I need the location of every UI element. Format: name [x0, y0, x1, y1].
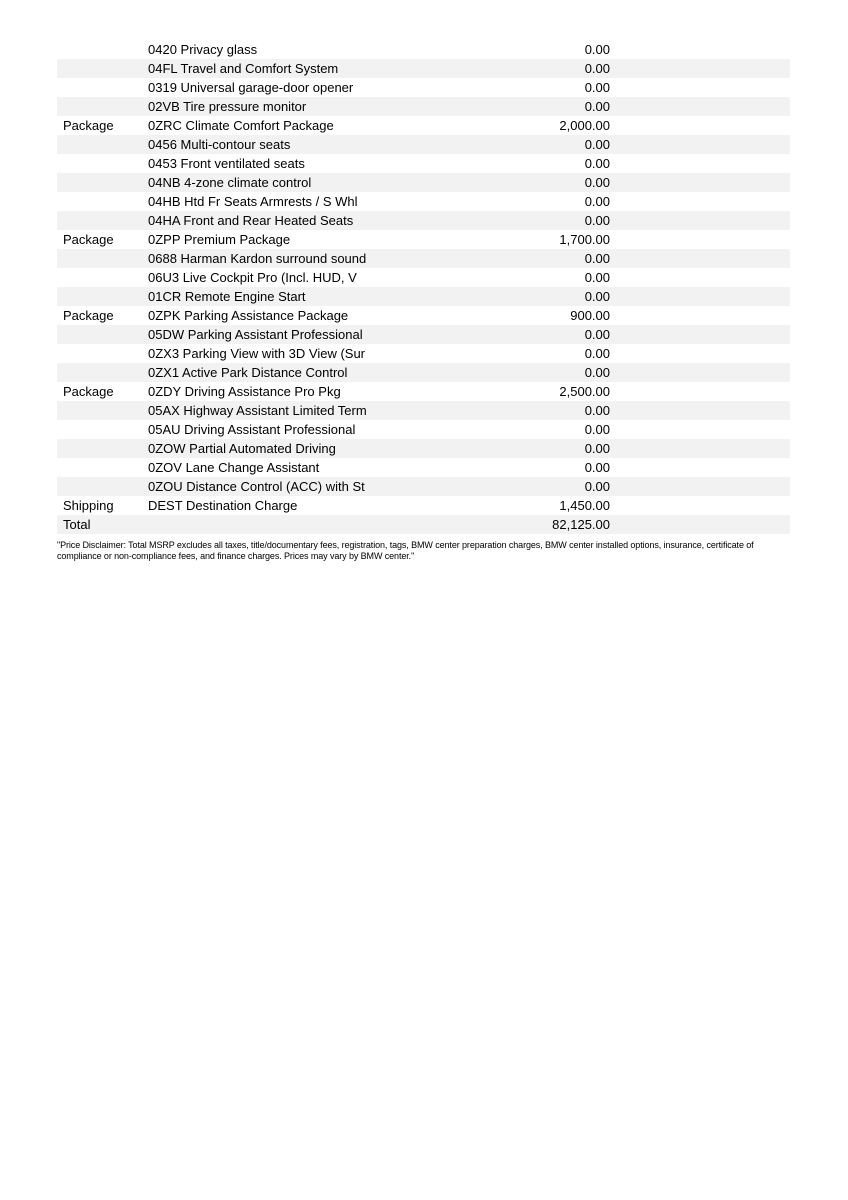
table-row: [57, 211, 790, 230]
table-row: [57, 97, 790, 116]
item-cell: 0456 Multi-contour seats: [148, 137, 291, 152]
price-cell: 82,125.00: [552, 517, 610, 532]
item-cell: DEST Destination Charge: [148, 498, 298, 513]
price-cell: 0.00: [584, 213, 610, 228]
price-cell: 0.00: [584, 422, 610, 437]
price-cell: 0.00: [584, 99, 610, 114]
item-cell: 0ZOV Lane Change Assistant: [148, 460, 320, 475]
item-cell: 0453 Front ventilated seats: [148, 156, 305, 171]
price-cell: 0.00: [584, 80, 610, 95]
price-cell: 0.00: [584, 460, 610, 475]
item-cell: 06U3 Live Cockpit Pro (Incl. HUD, V: [148, 270, 357, 285]
table-row: [57, 344, 790, 363]
price-cell: 0.00: [584, 61, 610, 76]
category-cell: Package: [63, 308, 114, 323]
item-cell: 0ZOW Partial Automated Driving: [148, 441, 336, 456]
item-cell: 0ZPK Parking Assistance Package: [148, 308, 349, 323]
table-row: [57, 515, 790, 534]
price-cell: 0.00: [584, 289, 610, 304]
table-row: [57, 78, 790, 97]
item-cell: 04FL Travel and Comfort System: [148, 61, 339, 76]
price-cell: 0.00: [584, 441, 610, 456]
table-row: [57, 496, 790, 515]
item-cell: 05AU Driving Assistant Professional: [148, 422, 356, 437]
item-cell: 05AX Highway Assistant Limited Term: [148, 403, 367, 418]
table-row: [57, 230, 790, 249]
table-row: [57, 40, 790, 59]
price-cell: 0.00: [584, 156, 610, 171]
table-row: [57, 192, 790, 211]
price-cell: 0.00: [584, 251, 610, 266]
table-row: [57, 439, 790, 458]
item-cell: 01CR Remote Engine Start: [148, 289, 306, 304]
price-cell: 0.00: [584, 327, 610, 342]
item-cell: 04HA Front and Rear Heated Seats: [148, 213, 354, 228]
table-row: [57, 363, 790, 382]
price-cell: 900.00: [570, 308, 610, 323]
price-cell: 0.00: [584, 137, 610, 152]
table-row: [57, 306, 790, 325]
item-cell: 0ZX1 Active Park Distance Control: [148, 365, 348, 380]
item-cell: 0688 Harman Kardon surround sound: [148, 251, 367, 266]
table-row: [57, 382, 790, 401]
table-row: [57, 287, 790, 306]
item-cell: 0ZOU Distance Control (ACC) with St: [148, 479, 365, 494]
table-row: [57, 325, 790, 344]
item-cell: 0ZRC Climate Comfort Package: [148, 118, 334, 133]
price-cell: 0.00: [584, 403, 610, 418]
table-row: [57, 420, 790, 439]
category-cell: Total: [63, 517, 91, 532]
item-cell: 04HB Htd Fr Seats Armrests / S Whl: [148, 194, 358, 209]
price-cell: 0.00: [584, 479, 610, 494]
item-cell: 05DW Parking Assistant Professional: [148, 327, 363, 342]
options-table: [57, 40, 790, 534]
table-row: [57, 173, 790, 192]
price-cell: 2,500.00: [559, 384, 610, 399]
price-cell: 0.00: [584, 346, 610, 361]
price-disclaimer: "Price Disclaimer: Total MSRP excludes all taxes, title/documentary fees, registration, tags, BMW center preparation charges, BMW center installed options, insurance, certificate of compliance or non-compliance fees, and finance charges. Prices may vary by BMW center.": [57, 540, 754, 561]
category-cell: Shipping: [63, 498, 114, 513]
category-cell: Package: [63, 232, 114, 247]
price-cell: 0.00: [584, 270, 610, 285]
price-cell: 1,700.00: [559, 232, 610, 247]
item-cell: 0ZDY Driving Assistance Pro Pkg: [148, 384, 341, 399]
table-row: [57, 401, 790, 420]
price-cell: 0.00: [584, 194, 610, 209]
table-row: [57, 477, 790, 496]
table-row: [57, 59, 790, 78]
item-cell: 04NB 4-zone climate control: [148, 175, 312, 190]
price-cell: 1,450.00: [559, 498, 610, 513]
item-cell: 02VB Tire pressure monitor: [148, 99, 307, 114]
table-row: [57, 154, 790, 173]
category-cell: Package: [63, 384, 114, 399]
table-row: [57, 458, 790, 477]
price-cell: 0.00: [584, 175, 610, 190]
table-row: [57, 135, 790, 154]
category-cell: Package: [63, 118, 114, 133]
item-cell: 0420 Privacy glass: [148, 42, 258, 57]
price-cell: 0.00: [584, 42, 610, 57]
item-cell: 0ZX3 Parking View with 3D View (Sur: [148, 346, 366, 361]
table-row: [57, 116, 790, 135]
price-cell: 0.00: [584, 365, 610, 380]
item-cell: 0319 Universal garage-door opener: [148, 80, 354, 95]
table-row: [57, 249, 790, 268]
price-cell: 2,000.00: [559, 118, 610, 133]
table-row: [57, 268, 790, 287]
item-cell: 0ZPP Premium Package: [148, 232, 291, 247]
